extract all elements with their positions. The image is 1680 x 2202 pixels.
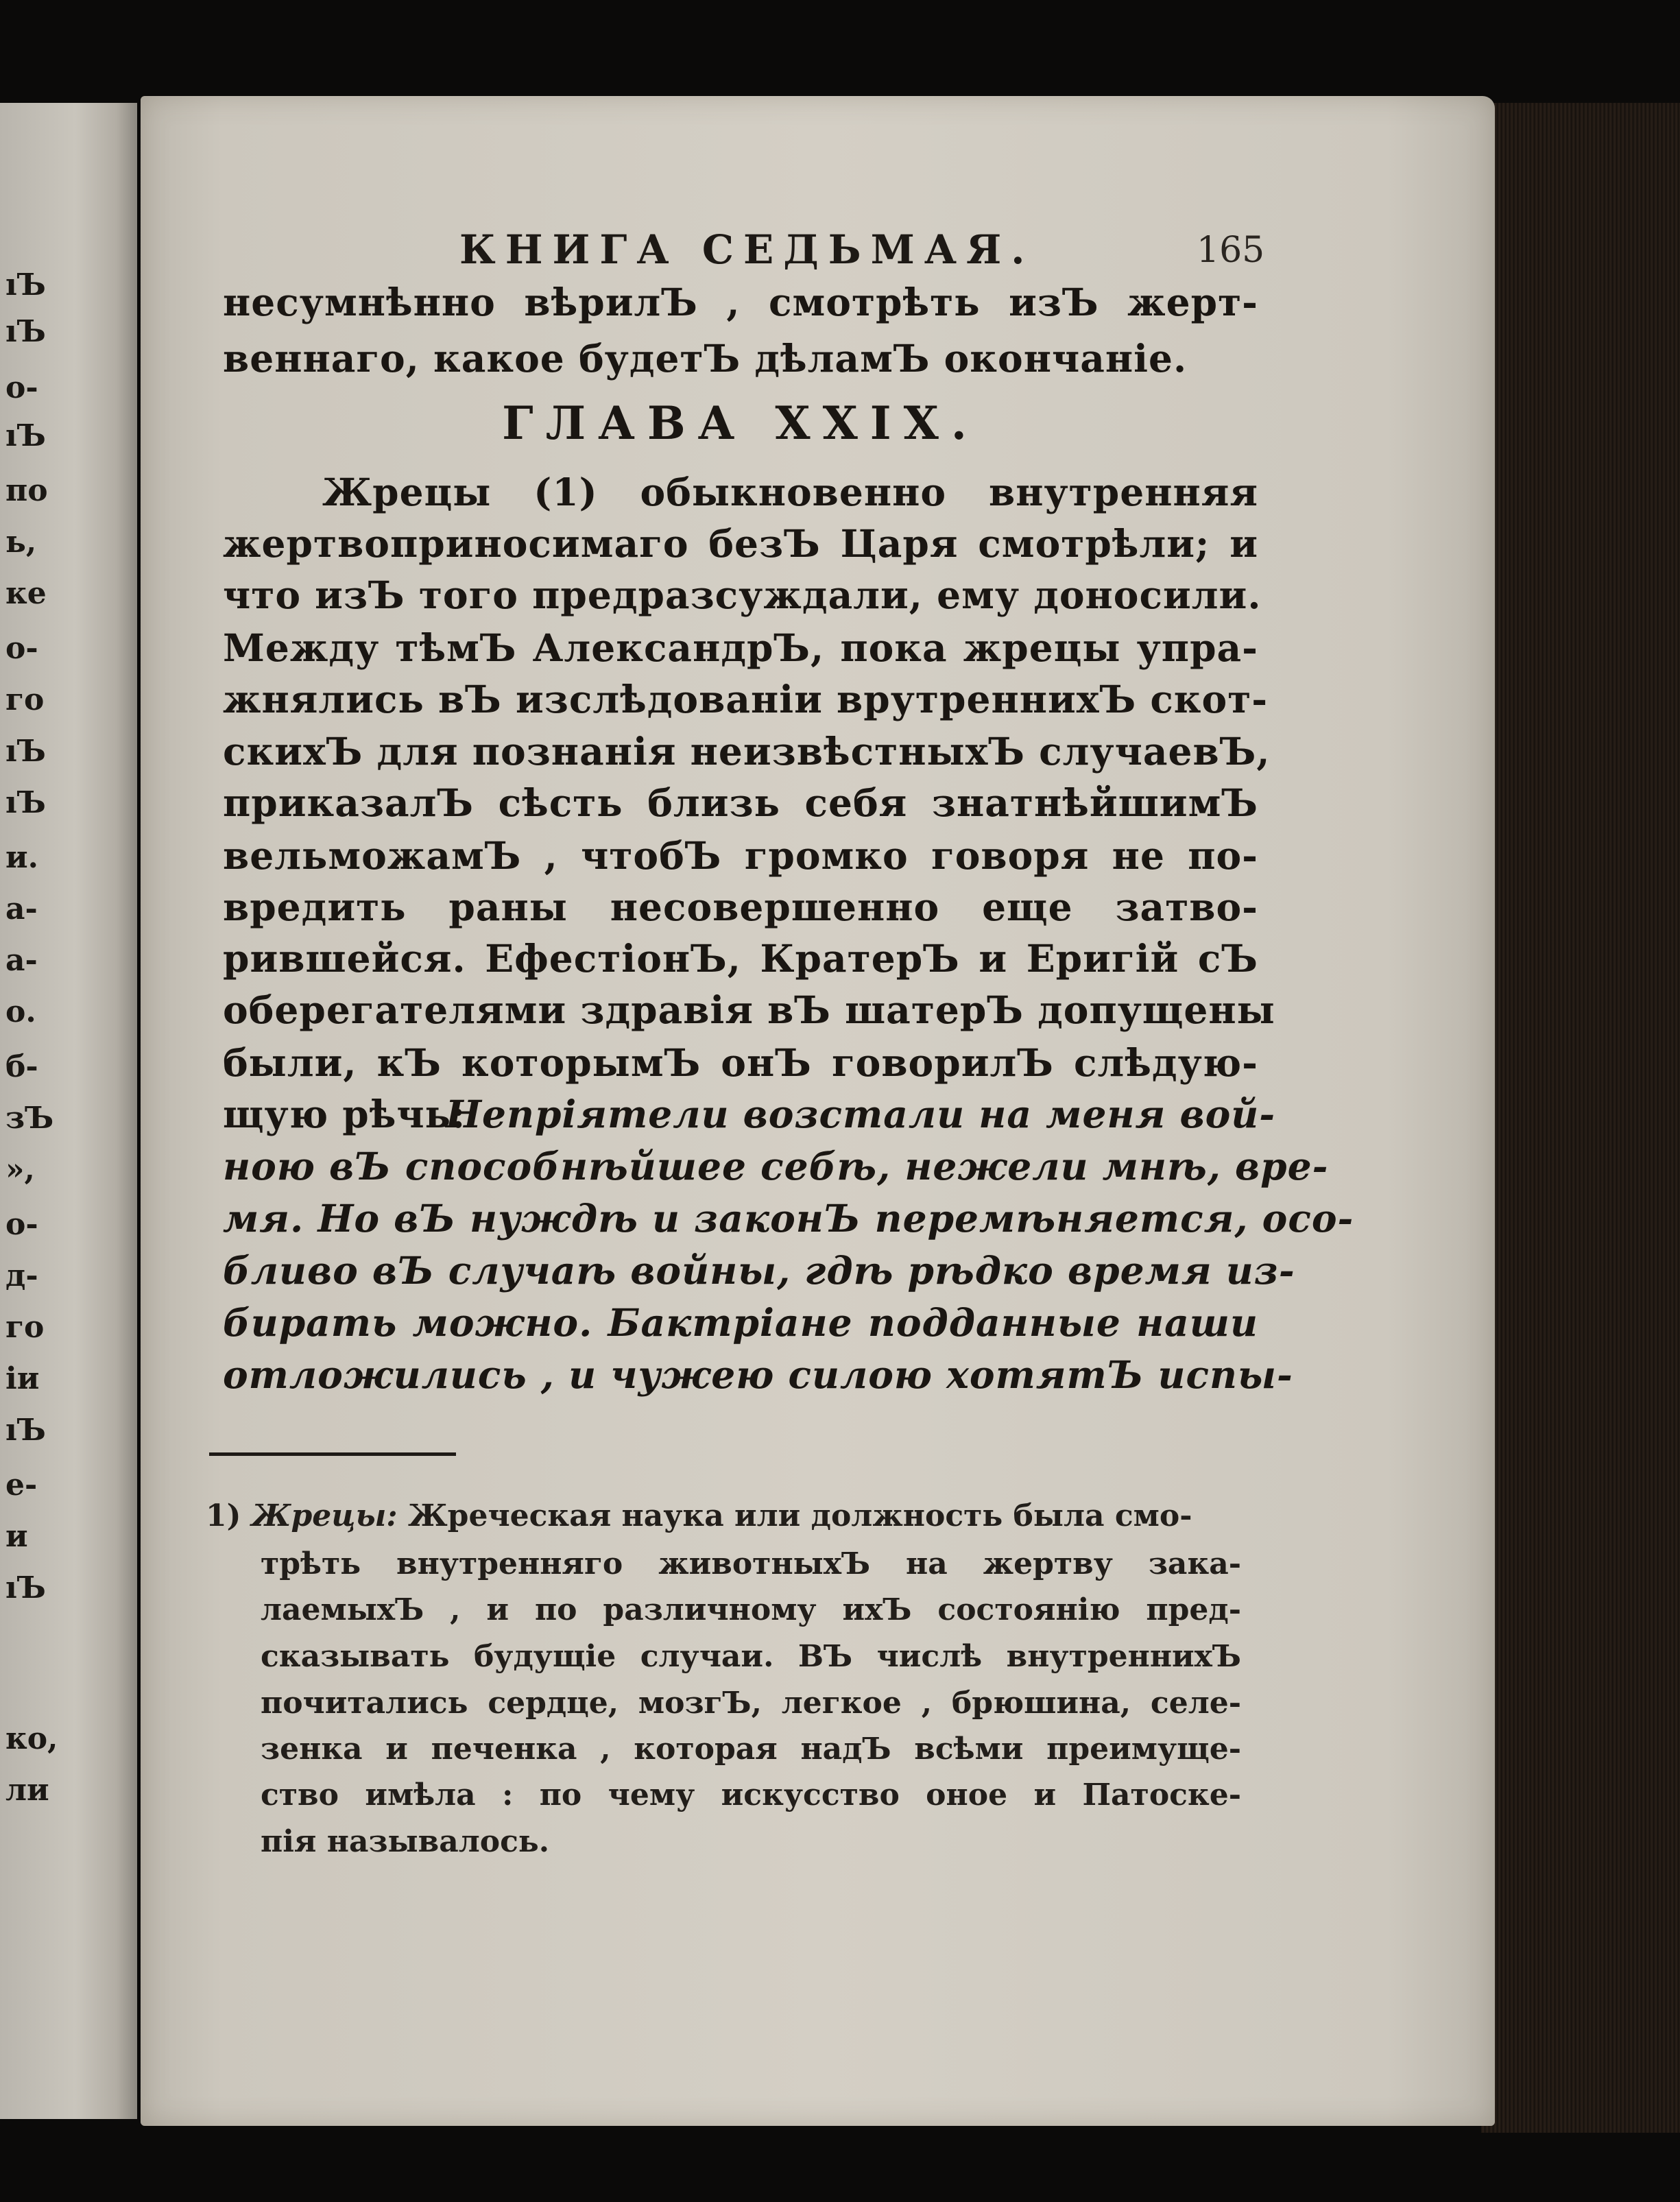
left-page-fragment: ıЪ — [5, 785, 46, 820]
chapter-title: ГЛАВА XXIX. — [502, 396, 979, 450]
left-page-fragment: ıЪ — [5, 1570, 46, 1605]
paragraph-line: Между тѣмЪ АлександрЪ, пока жрецы упра- — [223, 625, 1258, 670]
left-page-edge — [0, 103, 137, 2119]
paragraph-line: Жрецы (1) обыкновенно внутренняя — [322, 470, 1258, 514]
footnote-line: зенка и печенка , которая надЪ всѣми преимуще- — [261, 1732, 1241, 1767]
left-page-fragment: д- — [5, 1258, 38, 1293]
left-page-fragment: зЪ — [5, 1101, 54, 1136]
paragraph-line: рившейся. ЕфестіонЪ, КратерЪ и Еригій сЪ — [223, 936, 1258, 981]
footnote-marker: 1) — [206, 1498, 241, 1533]
left-page-fragment: и. — [5, 840, 38, 875]
footnote-line: ство имѣла : по чему искусство оное и Патоске- — [261, 1778, 1241, 1812]
italic-speech-line: мя. Но вЪ нуждѣ и законЪ перемѣняется, осо- — [223, 1196, 1354, 1241]
left-page-fragment: о- — [5, 631, 38, 666]
left-page-fragment: а- — [5, 891, 38, 926]
left-page-fragment: ко, — [5, 1721, 58, 1756]
left-page-fragment: о- — [5, 1207, 38, 1242]
footnote-line: пія называлось. — [261, 1824, 550, 1859]
left-page-fragment: о- — [5, 370, 38, 405]
footnote-term: Жрецы: — [251, 1498, 398, 1533]
left-page-fragment: го — [5, 682, 45, 717]
italic-speech-line: бирать можно. Бактріане подданные наши — [223, 1300, 1258, 1345]
paragraph-line: вредить раны несовершенно еще затво- — [223, 885, 1258, 929]
paragraph-line: приказалЪ сѣсть близь себя знатнѣйшимЪ — [223, 780, 1258, 825]
footnote-text: Жреческая наука или должность была смо- — [407, 1498, 1192, 1533]
paragraph-line: оберегателями здравія вЪ шатерЪ допущены — [223, 988, 1275, 1032]
left-page-fragment: ıЪ — [5, 314, 46, 349]
left-page-fragment: ıЪ — [5, 1413, 46, 1448]
paragraph-line: щую рѣчь: — [223, 1092, 466, 1136]
left-page-fragment: и — [5, 1519, 28, 1554]
book-fore-edge — [1481, 103, 1680, 2133]
left-page-fragment: е- — [5, 1468, 38, 1503]
left-page-fragment: », — [5, 1152, 35, 1187]
paragraph-line: были, кЪ которымЪ онЪ говорилЪ слѣдую- — [223, 1040, 1258, 1085]
footnote-line: почитались сердце, мозгЪ, легкое , брюшина, селе- — [261, 1686, 1241, 1721]
left-page-fragment: іи — [5, 1361, 40, 1396]
left-page-fragment: ıЪ — [5, 418, 46, 453]
footnote-line — [206, 1498, 1241, 1533]
paragraph-line: скихЪ для познанія неизвѣстныхЪ случаевЪ, — [223, 729, 1271, 774]
left-page-fragment: го — [5, 1310, 45, 1345]
page-number: 165 — [1197, 230, 1265, 271]
footnote-line: сказывать будущіе случаи. ВЪ числѣ внутреннихЪ — [261, 1639, 1241, 1674]
left-page-fragment: о. — [5, 994, 36, 1029]
left-page-fragment: ıЪ — [5, 267, 46, 302]
italic-speech-line: Непріятели возстали на меня вой- — [446, 1092, 1276, 1136]
paragraph-line: что изЪ того предразсуждали, ему доносили. — [223, 573, 1262, 617]
footnote-line: лаемыхЪ , и по различному ихЪ состоянію пред- — [261, 1592, 1241, 1627]
footnote-line: трѣть внутренняго животныхЪ на жертву зака- — [261, 1546, 1241, 1581]
left-page-fragment: ли — [5, 1773, 49, 1808]
italic-speech-line: отложились , и чужею силою хотятЪ испы- — [223, 1352, 1293, 1397]
text-line: несумнѣнно вѣрилЪ , смотрѣть изЪ жерт- — [223, 280, 1258, 324]
left-page-fragment: по — [5, 473, 48, 508]
left-page-fragment: ıЪ — [5, 734, 46, 769]
paragraph-line: вельможамЪ , чтобЪ громко говоря не по- — [223, 833, 1258, 878]
left-page-fragment: ь, — [5, 525, 37, 560]
left-page-fragment: б- — [5, 1049, 38, 1084]
left-page-fragment: ке — [5, 576, 47, 611]
paragraph-line: жертвоприносимаго безЪ Царя смотрѣли; и — [223, 521, 1258, 566]
footnote-rule — [209, 1452, 456, 1456]
italic-speech-line: ною вЪ способнѣйшее себѣ, нежели мнѣ, вре- — [223, 1144, 1329, 1188]
italic-speech-line: бливо вЪ случаѣ войны, гдѣ рѣдко время из- — [223, 1248, 1295, 1293]
text-line: веннаго, какое будетЪ дѣламЪ окончаніе. — [223, 336, 1188, 381]
left-page-fragment: а- — [5, 943, 38, 978]
paragraph-line: жнялись вЪ изслѣдованіи врутреннихЪ скот- — [223, 677, 1269, 721]
running-head: КНИГА СЕДЬМАЯ. — [459, 226, 1035, 273]
